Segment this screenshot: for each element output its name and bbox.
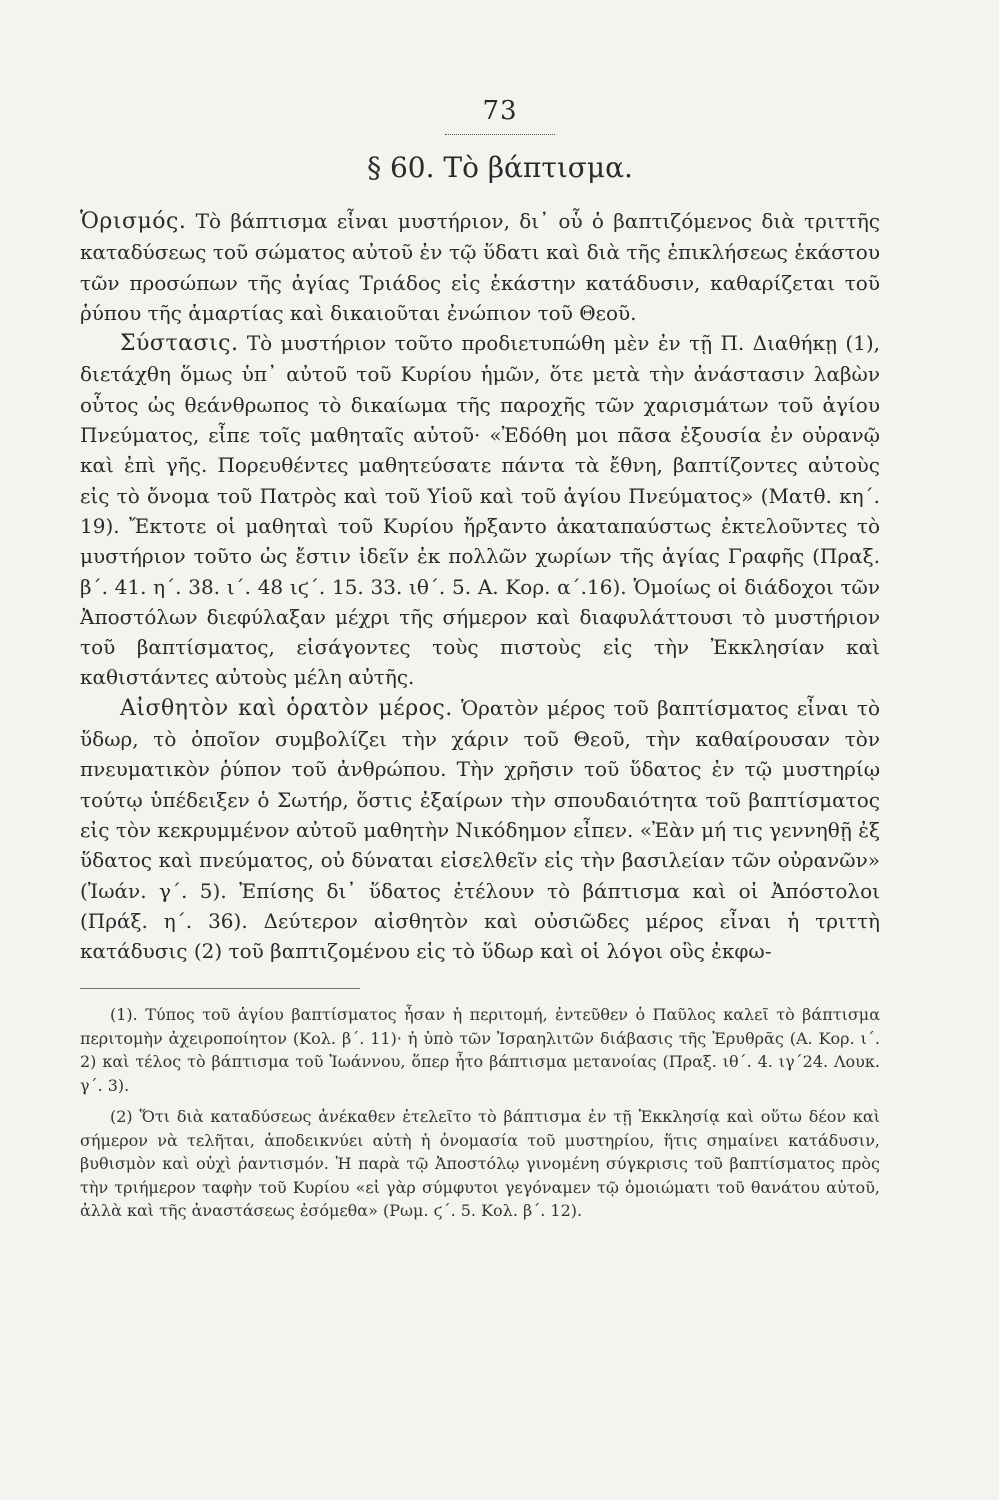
paragraph-text: Τὸ μυστήριον τοῦτο προδιετυπώθη μὲν ἐν τῇ Π. Διαθήκῃ (1), διετάχθη ὅμως ὑπ᾽ αὐτοῦ τοῦ Κυρίου ἡμῶν, ὅτε μετὰ τὴν ἀνάστασιν λαβὼν οὗτος ὡς θεάνθρωπος τὸ δικαίωμα τῆς παροχῆς τῶν χαρισμάτων τοῦ ἁγίου Πνεύματος, εἶπε τοῖς μαθηταῖς αὐτοῦ· «Ἐδόθη μοι πᾶσα ἐξουσία ἐν οὐρανῷ καὶ ἐπὶ γῆς. Πορευθέντες μαθητεύσατε πάντα τὰ ἔθνη, βαπτίζοντες αὐτοὺς εἰς τὸ ὄνομα τοῦ Πατρὸς καὶ τοῦ Υἱοῦ καὶ τοῦ ἁγίου Πνεύματος» (Ματθ. κη΄. 19). Ἔκτοτε οἱ μαθηταὶ τοῦ Κυρίου ἤρξαντο ἀκαταπαύστως ἐκτελοῦντες τὸ μυστήριον τοῦτο ὡς ἔστιν ἰδεῖν ἐκ πολλῶν χωρίων τῆς ἁγίας Γραφῆς (Πραξ. β΄. 41. η΄. 38. ι΄. 48 ιϛ΄. 15. 33. ιθ΄. 5. Α. Κορ. α΄.16). Ὁμοίως οἱ διάδοχοι τῶν Ἀποστόλων διεφύλαξαν μέχρι τῆς σήμερον καὶ διαφυλάττουσι τὸ μυστήριον τοῦ βαπτίσματος, εἰσάγοντες τοὺς πιστοὺς εἰς τὴν Ἐκκλησίαν καὶ καθιστάντες αὐτοὺς μέλη αὐτῆς. — [80, 331, 880, 690]
paragraph-constitution — [80, 328, 880, 693]
footnote-1: (1). Τύπος τοῦ ἁγίου βαπτίσματος ἦσαν ἡ περιτομή, ἐντεῦθεν ὁ Παῦλος καλεῖ τὸ βάπτισμα περιτομὴν ἀχειροποίητον (Κολ. β΄. 11)· ἡ ὑπὸ τῶν Ἰσραηλιτῶν διάβασις τῆς Ἐρυθρᾶς (Α. Κορ. ι΄. 2) καὶ τέλος τὸ βάπτισμα τοῦ Ἰωάννου, ὅπερ ἦτο βάπτισμα μετανοίας (Πραξ. ιθ΄. 4. ιγ΄24. Λουκ. γ΄. 3). — [80, 1005, 880, 1095]
page-number-rule — [445, 134, 555, 135]
paragraph-text: Ὁρατὸν μέρος τοῦ βαπτίσματος εἶναι τὸ ὕδωρ, τὸ ὁποῖον συμβολίζει τὴν χάριν τοῦ Θεοῦ, τὴν καθαίρουσαν τὸν πνευματικὸν ῥύπον τοῦ ἀνθρώπου. Τὴν χρῆσιν τοῦ ὕδατος ἐν τῷ μυστηρίῳ τούτῳ ὑπέδειξεν ὁ Σωτήρ, ὅστις ἐξαίρων τὴν σπουδαιότητα τοῦ βαπτίσματος εἰς τὸν κεκρυμμένον αὐτοῦ μαθητὴν Νικόδημον εἶπεν. «Ἐὰν μή τις γεννηθῇ ἐξ ὕδατος καὶ πνεύματος, οὐ δύναται εἰσελθεῖν εἰς τὴν βασιλείαν τῶν οὐρανῶν» (Ἰωάν. γ΄. 5). Ἐπίσης δι᾽ ὕδατος ἐτέλουν τὸ βάπτισμα καὶ οἱ Ἀπόστολοι (Πράξ. η΄. 36). Δεύτερον αἰσθητὸν καὶ οὐσιῶδες μέρος εἶναι ἡ τριττὴ κατάδυσις (2) τοῦ βαπτιζομένου εἰς τὸ ὕδωρ καὶ οἱ λόγοι οὓς ἐκφω- — [80, 695, 880, 964]
paragraph-visible-part — [80, 693, 880, 967]
section-title: § 60. Τὸ βάπτισμα. — [367, 151, 633, 184]
paragraph-heading: Σύστασις. — [120, 331, 239, 357]
footnote-2: (2) Ὅτι διὰ καταδύσεως ἀνέκαθεν ἐτελεῖτο τὸ βάπτισμα ἐν τῇ Ἐκκλησίᾳ καὶ οὕτω δέον καὶ σήμερον νὰ τελῆται, ἀποδεικνύει αὐτὴ ἡ ὀνομασία τοῦ μυστηρίου, ἥτις σημαίνει κατάδυσιν, βυθισμὸν καὶ οὐχὶ ῥαντισμόν. Ἡ παρὰ τῷ Ἀποστόλῳ γινομένη σύγκρισις τοῦ βαπτίσματος πρὸς τὴν τριήμερον ταφὴν τοῦ Κυρίου «εἰ γὰρ σύμφυτοι γεγόναμεν τῷ ὁμοιώματι τοῦ θανάτου αὐτοῦ, ἀλλὰ καὶ τῆς ἀναστάσεως ἐσόμεθα» (Ρωμ. ϛ΄. 5. Κολ. β΄. 12). — [80, 1107, 880, 1221]
paragraph-text: Τὸ βάπτισμα εἶναι μυστήριον, δι᾽ οὗ ὁ βαπτιζόμενος διὰ τριττῆς καταδύσεως τοῦ σώματος αὐτοῦ ἐν τῷ ὕδατι καὶ διὰ τῆς ἐπικλήσεως ἑκάστου τῶν προσώπων τῆς ἁγίας Τριάδος εἰς ἑκάστην κατάδυσιν, καθαρίζεται τοῦ ῥύπου τῆς ἁμαρτίας καὶ δικαιοῦται ἐνώπιον τοῦ Θεοῦ. — [80, 209, 881, 325]
paragraph-definition — [80, 206, 880, 328]
body-text — [80, 206, 880, 966]
footnote-divider — [80, 988, 360, 989]
footnotes — [80, 1003, 880, 1223]
page-number: 73 — [482, 96, 518, 126]
paragraph-heading: Ὁρισμός. — [80, 209, 187, 234]
paragraph-heading: Αἰσθητὸν καὶ ὁρατὸν μέρος. — [120, 695, 453, 721]
book-page — [80, 96, 880, 1231]
